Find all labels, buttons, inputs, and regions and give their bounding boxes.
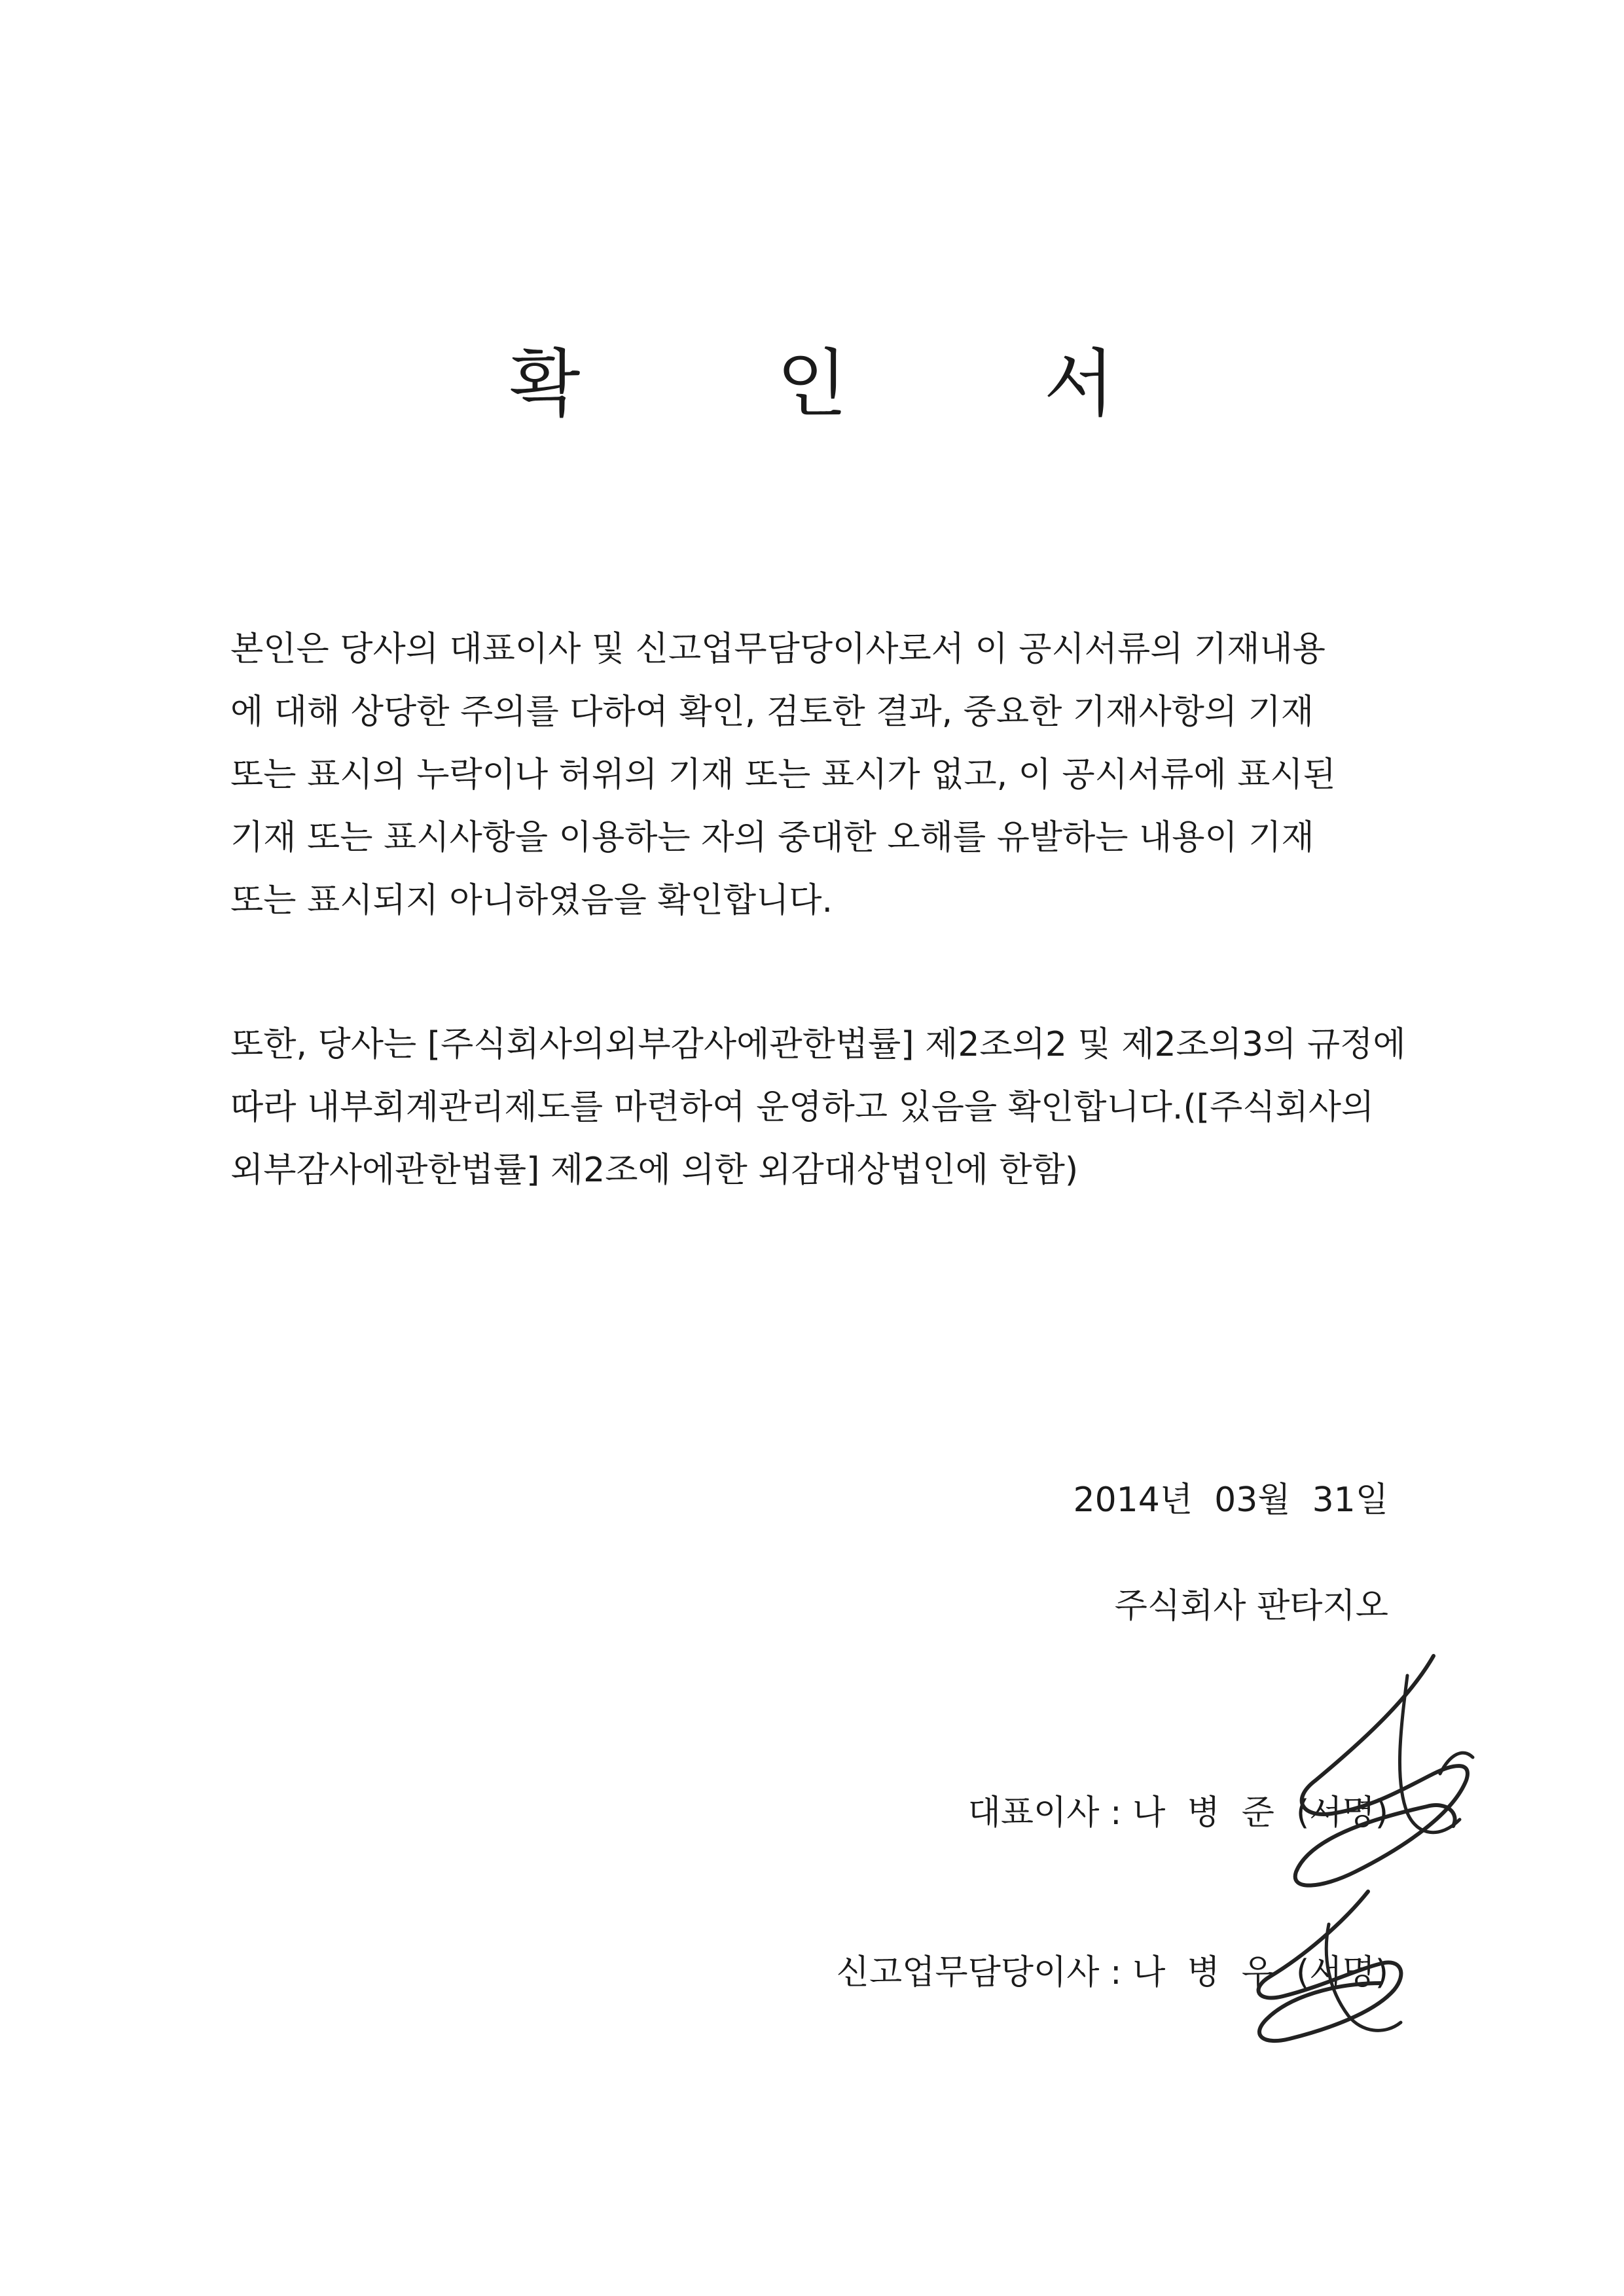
company-name: 주식회사 판타지오 xyxy=(1114,1587,1388,1626)
title-char-3: 서 xyxy=(1043,342,1115,427)
ceo-handwritten-signature xyxy=(1276,1649,1486,1898)
paragraph-line: 또는 표시의 누락이나 허위의 기재 또는 표시가 없고, 이 공시서류에 표시된 xyxy=(230,755,1336,795)
title-char-2: 인 xyxy=(776,342,848,427)
document-title xyxy=(0,340,1624,428)
confirmation-paragraph xyxy=(230,618,1389,932)
document-date: 2014년 03월 31일 xyxy=(1073,1480,1388,1520)
paragraph-line: 외부감사에관한법률] 제2조에 의한 외감대상법인에 한함) xyxy=(230,1151,1079,1190)
paragraph-line: 본인은 당사의 대표이사 및 신고업무담당이사로서 이 공시서류의 기재내용 xyxy=(230,630,1326,669)
internal-control-paragraph xyxy=(230,1013,1406,1202)
paragraph-line: 또한, 당사는 [주식회사의외부감사에관한법률] 제2조의2 및 제2조의3의 규정에 xyxy=(230,1025,1406,1064)
paragraph-line: 따라 내부회계관리제도를 마련하여 운영하고 있음을 확인합니다.([주식회사의 xyxy=(230,1088,1375,1127)
paragraph-line: 기재 또는 표시사항을 이용하는 자의 중대한 오해를 유발하는 내용이 기재 xyxy=(230,818,1314,857)
title-char-1: 확 xyxy=(509,342,581,427)
ceo-signature-line: 대표이사 : 나 병 준 (서명) xyxy=(967,1793,1388,1833)
paragraph-line: 에 대해 상당한 주의를 다하여 확인, 검토한 결과, 중요한 기재사항의 기재 xyxy=(230,692,1314,732)
paragraph-line: 또는 표시되지 아니하였음을 확인합니다. xyxy=(230,881,833,920)
reporting-officer-signature-line: 신고업무담당이사 : 나 병 우 (서명) xyxy=(836,1953,1388,1992)
